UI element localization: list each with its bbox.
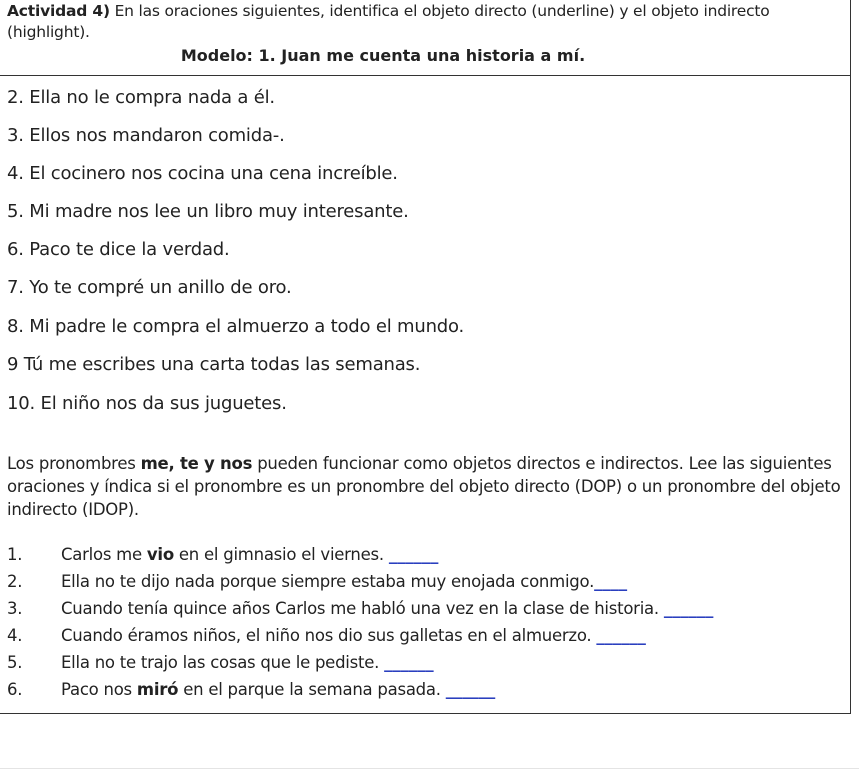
paragraph-text: Los pronombres <box>7 454 141 473</box>
paragraph-text: pueden funcionar como objetos directos e indirectos. Lee las siguientes oraciones y índica si el pronombre es un pronombre del objeto directo (DOP) o un pronombre del objeto indirecto (IDOP). <box>7 454 841 519</box>
exercise-text: Cuando tenía quince años Carlos me habló una vez en la clase de historia. <box>61 599 664 618</box>
exercise-number: 5. <box>7 653 23 672</box>
sentence-item: 2. Ella no le compra nada a él. <box>7 87 275 108</box>
exercise-text: Ella no te trajo las cosas que le pediste. <box>61 653 385 672</box>
exercise-number: 4. <box>7 626 23 645</box>
sentence-item: 3. Ellos nos mandaron comida-. <box>7 125 285 146</box>
activity-header <box>0 0 851 76</box>
answer-blank[interactable]: ______ <box>384 653 434 672</box>
activity-title: Actividad 4) <box>7 2 110 20</box>
sentence-item: 10. El niño nos da sus juguetes. <box>7 393 287 414</box>
exercise-bold: miró <box>136 680 179 699</box>
exercise-text: en el gimnasio el viernes. <box>173 545 389 564</box>
answer-blank[interactable]: ____ <box>594 572 628 591</box>
exercise-text: Carlos me <box>61 545 147 564</box>
paragraph-bold: me, te y nos <box>140 454 253 473</box>
exercise-bold: vio <box>146 545 174 564</box>
answer-blank[interactable]: ______ <box>596 626 646 645</box>
model-sentence: Modelo: 1. Juan me cuenta una historia a mí. <box>180 46 586 65</box>
exercise-number: 6. <box>7 680 23 699</box>
instructions-text: En las oraciones siguientes, identifica el objeto directo (underline) y el objeto indirecto (highlight). <box>7 2 770 41</box>
sentence-item: 6. Paco te dice la verdad. <box>7 239 230 260</box>
exercise-number: 2. <box>7 572 23 591</box>
sentence-item: 7. Yo te compré un anillo de oro. <box>7 277 292 298</box>
exercise-text: Cuando éramos niños, el niño nos dio sus galletas en el almuerzo. <box>61 626 597 645</box>
sentence-item: 4. El cocinero nos cocina una cena increíble. <box>7 163 398 184</box>
exercise-text: Ella no te dijo nada porque siempre estaba muy enojada conmigo. <box>61 572 595 591</box>
exercise-text: Paco nos <box>61 680 137 699</box>
pronouns-paragraph <box>7 452 842 521</box>
page-bottom-divider <box>0 768 859 769</box>
answer-blank[interactable]: ______ <box>663 599 714 618</box>
sentence-item: 9 Tú me escribes una carta todas las semanas. <box>7 354 421 375</box>
answer-blank[interactable]: ______ <box>445 680 496 699</box>
exercise-text: en el parque la semana pasada. <box>178 680 446 699</box>
exercise-number: 3. <box>7 599 23 618</box>
exercise-number: 1. <box>7 545 23 564</box>
activity-instructions <box>7 1 842 43</box>
sentence-item: 5. Mi madre nos lee un libro muy interesante. <box>7 201 409 222</box>
sentence-item: 8. Mi padre le compra el almuerzo a todo el mundo. <box>7 316 465 337</box>
answer-blank[interactable]: ______ <box>388 545 439 564</box>
